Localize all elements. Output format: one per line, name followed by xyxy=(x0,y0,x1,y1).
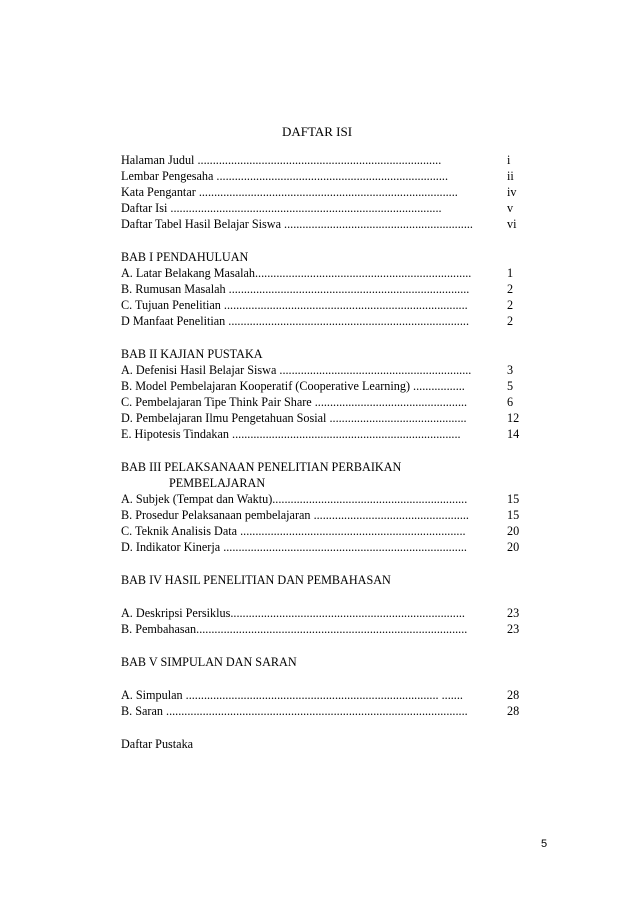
toc-entry: A. Simpulan ................................................................................... ....... 28 xyxy=(121,688,520,702)
toc-entry-page: v xyxy=(507,201,514,215)
toc-entry xyxy=(121,216,531,232)
toc-entry-text: Kata Pengantar ..................................................................................... xyxy=(121,185,458,199)
toc-entry: A. Subjek (Tempat dan Waktu)................................................................ 15 xyxy=(121,492,520,506)
chapter-heading-continued: PEMBELAJARAN xyxy=(169,476,266,490)
page-number: 5 xyxy=(541,838,548,850)
toc-entry: B. Prosedur Pelaksanaan pembelajaran ................................................... 15 xyxy=(121,508,520,522)
chapter-heading: BAB V SIMPULAN DAN SARAN xyxy=(121,655,297,669)
toc-entry: A. Latar Belakang Masalah....................................................................... 1 xyxy=(121,266,514,280)
toc-entry-page: iv xyxy=(507,185,517,199)
toc-entry: A. Defenisi Hasil Belajar Siswa ............................................................... 3 xyxy=(121,363,514,377)
toc-entry: B. Rumusan Masalah ............................................................................... 2 xyxy=(121,282,514,296)
toc-entry: B. Saran ................................................................................................... 28 xyxy=(121,704,520,718)
toc-entry-text: Daftar Isi ......................................................................................... xyxy=(121,201,442,215)
toc-entry: D Manfaat Penelitian ............................................................................... 2 xyxy=(121,314,514,328)
toc-entry-text: Lembar Pengesaha ............................................................................ xyxy=(121,169,448,183)
toc-entry: A. Deskripsi Persiklus............................................................................. 23 xyxy=(121,606,520,620)
toc-entry xyxy=(121,184,531,200)
chapter-heading: BAB IV HASIL PENELITIAN DAN PEMBAHASAN xyxy=(121,573,391,587)
table-of-contents xyxy=(121,152,531,752)
chapter-heading: BAB I PENDAHULUAN xyxy=(121,250,249,264)
toc-entry-text: Daftar Tabel Hasil Belajar Siswa .............................................................. xyxy=(121,217,473,231)
bibliography-entry: Daftar Pustaka xyxy=(121,737,194,751)
toc-entry: E. Hipotesis Tindakan ........................................................................... 14 xyxy=(121,427,520,441)
toc-entry: C. Tujuan Penelitian ................................................................................ 2 xyxy=(121,298,514,312)
toc-entry-text: Halaman Judul ................................................................................ xyxy=(121,153,442,167)
toc-entry-page: vi xyxy=(507,217,517,231)
toc-entry: D. Indikator Kinerja ................................................................................ 20 xyxy=(121,540,520,554)
toc-entry: B. Model Pembelajaran Kooperatif (Cooperative Learning) ................. 5 xyxy=(121,379,514,393)
toc-entry: C. Pembelajaran Tipe Think Pair Share .................................................. 6 xyxy=(121,395,514,409)
toc-entry-page: i xyxy=(507,153,511,167)
toc-entry-page: ii xyxy=(507,169,514,183)
toc-entry: C. Teknik Analisis Data .......................................................................... 20 xyxy=(121,524,520,538)
chapter-heading: BAB III PELAKSANAAN PENELITIAN PERBAIKAN xyxy=(121,460,402,474)
toc-entry xyxy=(121,168,531,184)
toc-entry: B. Pembahasan......................................................................................... 23 xyxy=(121,622,520,636)
toc-entry: D. Pembelajaran Ilmu Pengetahuan Sosial ............................................. 12 xyxy=(121,411,520,425)
chapter-heading: BAB II KAJIAN PUSTAKA xyxy=(121,347,263,361)
toc-entry xyxy=(121,152,531,168)
page-title: DAFTAR ISI xyxy=(281,124,353,139)
toc-entry xyxy=(121,200,531,216)
